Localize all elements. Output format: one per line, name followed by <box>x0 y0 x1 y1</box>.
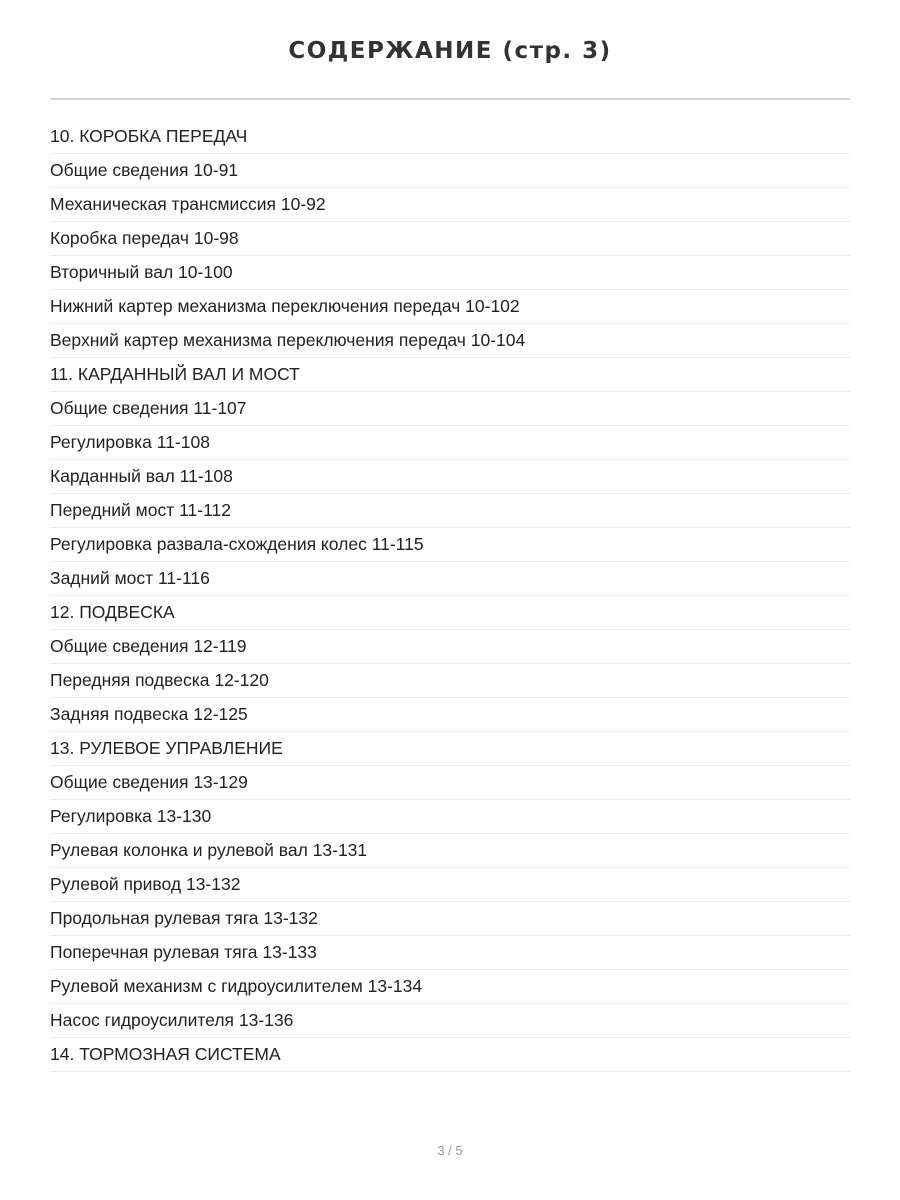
toc-entry[interactable]: Карданный вал 11-108 <box>50 460 850 494</box>
toc-entry[interactable]: Общие сведения 13-129 <box>50 766 850 800</box>
page-title: СОДЕРЖАНИЕ (стр. 3) <box>288 38 612 64</box>
toc-entry[interactable]: Рулевая колонка и рулевой вал 13-131 <box>50 834 850 868</box>
title-divider <box>50 98 850 100</box>
toc-entry[interactable]: Верхний картер механизма переключения передач 10-104 <box>50 324 850 358</box>
toc-entry[interactable]: Общие сведения 10-91 <box>50 154 850 188</box>
toc-entry[interactable]: Передний мост 11-112 <box>50 494 850 528</box>
toc-entry[interactable]: Регулировка развала-схождения колес 11-115 <box>50 528 850 562</box>
toc-entry[interactable]: Коробка передач 10-98 <box>50 222 850 256</box>
toc-entry[interactable]: Рулевой привод 13-132 <box>50 868 850 902</box>
toc-entry[interactable]: Общие сведения 12-119 <box>50 630 850 664</box>
toc-section-heading[interactable]: 10. КОРОБКА ПЕРЕДАЧ <box>50 120 850 154</box>
page-indicator: 3 / 5 <box>437 1143 463 1158</box>
toc-entry[interactable]: Задняя подвеска 12-125 <box>50 698 850 732</box>
toc-entry[interactable]: Передняя подвеска 12-120 <box>50 664 850 698</box>
toc-section-heading[interactable]: 13. РУЛЕВОЕ УПРАВЛЕНИЕ <box>50 732 850 766</box>
toc-entry[interactable]: Механическая трансмиссия 10-92 <box>50 188 850 222</box>
toc-list <box>50 120 850 1072</box>
toc-entry[interactable]: Нижний картер механизма переключения передач 10-102 <box>50 290 850 324</box>
toc-entry[interactable]: Общие сведения 11-107 <box>50 392 850 426</box>
toc-entry[interactable]: Задний мост 11-116 <box>50 562 850 596</box>
toc-entry[interactable]: Регулировка 13-130 <box>50 800 850 834</box>
toc-entry[interactable]: Поперечная рулевая тяга 13-133 <box>50 936 850 970</box>
toc-section-heading[interactable]: 12. ПОДВЕСКА <box>50 596 850 630</box>
toc-section-heading[interactable]: 14. ТОРМОЗНАЯ СИСТЕМА <box>50 1038 850 1072</box>
toc-entry[interactable]: Насос гидроусилителя 13-136 <box>50 1004 850 1038</box>
toc-entry[interactable]: Продольная рулевая тяга 13-132 <box>50 902 850 936</box>
toc-entry[interactable]: Регулировка 11-108 <box>50 426 850 460</box>
toc-section-heading[interactable]: 11. КАРДАННЫЙ ВАЛ И МОСТ <box>50 358 850 392</box>
toc-entry[interactable]: Рулевой механизм с гидроусилителем 13-134 <box>50 970 850 1004</box>
toc-entry[interactable]: Вторичный вал 10-100 <box>50 256 850 290</box>
